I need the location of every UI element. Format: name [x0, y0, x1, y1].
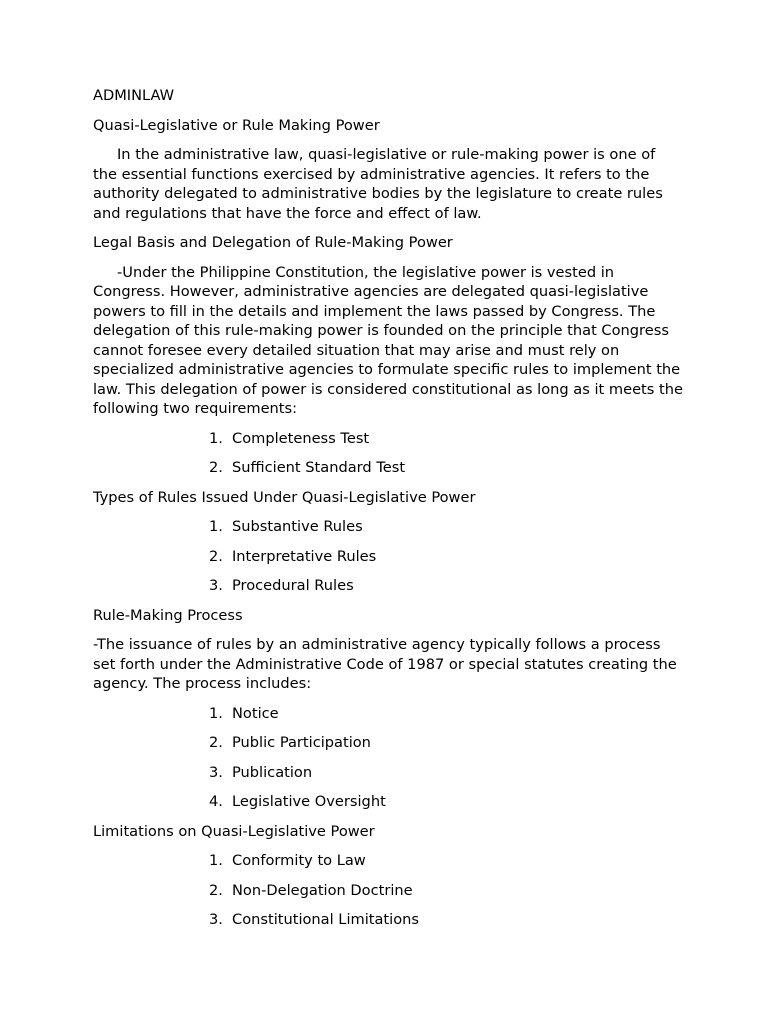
- list-item-text: Procedural Rules: [232, 577, 354, 594]
- section-heading-legal-basis: Legal Basis and Delegation of Rule-Making Power: [93, 234, 453, 251]
- document-page: [93, 86, 683, 940]
- list-item: [93, 733, 683, 753]
- list-rule-types: [93, 517, 683, 596]
- list-item: [93, 458, 683, 478]
- list-process-steps: [93, 704, 683, 812]
- document-title: ADMINLAW: [93, 87, 175, 104]
- list-item: [93, 517, 683, 537]
- list-item-number: 1.: [209, 518, 223, 535]
- list-item-text: Public Participation: [232, 734, 371, 751]
- list-item-text: Interpretative Rules: [232, 547, 377, 565]
- list-item-text: Completeness Test: [232, 429, 370, 447]
- list-item-text: Non-Delegation Doctrine: [232, 881, 413, 899]
- list-item-number: 1.: [209, 429, 223, 447]
- list-item-number: 2.: [209, 547, 223, 565]
- list-limitations: [93, 851, 683, 930]
- list-item: [93, 429, 683, 449]
- paragraph-rule-making-process: -The issuance of rules by an administrative agency typically follows a process set forth under the Administrative Code of 1987 or special statutes creating the agency. The process includes:: [93, 636, 677, 692]
- section-heading-limitations: Limitations on Quasi-Legislative Power: [93, 822, 375, 840]
- section-heading-rule-making-power: Quasi-Legislative or Rule Making Power: [93, 116, 380, 134]
- list-item: [93, 704, 683, 724]
- list-item-text: Sufficient Standard Test: [232, 459, 406, 476]
- list-item-text: Notice: [232, 704, 279, 722]
- list-item: [93, 763, 683, 783]
- paragraph-legal-basis: -Under the Philippine Constitution, the legislative power is vested in Congress. However, administrative agencies are delegated quasi-legislative powers to fill in the details and implement the laws passed by Congress. The delegation of this rule-making power is founded on the principle that Congress cannot foresee every detailed situation that may arise and must rely on specialized administrative agencies to formulate specific rules to implement the law. This delegation of power is considered constitutional as long as it meets the following two requirements:: [93, 263, 683, 417]
- section-heading-rule-making-process: Rule-Making Process: [93, 606, 243, 624]
- list-item-text: Legislative Oversight: [232, 793, 386, 810]
- list-item: [93, 881, 683, 901]
- list-item-number: 3.: [209, 763, 223, 781]
- list-item: [93, 576, 683, 596]
- list-item-text: Substantive Rules: [232, 518, 363, 535]
- list-item-text: Conformity to Law: [232, 852, 366, 869]
- list-item-text: Constitutional Limitations: [232, 911, 419, 928]
- list-item-number: 2.: [209, 734, 223, 751]
- section-heading-types-of-rules: Types of Rules Issued Under Quasi-Legislative Power: [93, 488, 476, 506]
- list-item-number: 1.: [209, 852, 223, 869]
- list-item-number: 1.: [209, 704, 223, 722]
- list-item-number: 3.: [209, 577, 223, 594]
- list-item: [93, 547, 683, 567]
- list-item-number: 2.: [209, 881, 223, 899]
- list-item-number: 2.: [209, 459, 223, 476]
- list-item: [93, 910, 683, 930]
- list-delegation-tests: [93, 429, 683, 478]
- list-item: [93, 792, 683, 812]
- paragraph-rule-making-intro: In the administrative law, quasi-legislative or rule-making power is one of the essential functions exercised by administrative agencies. It refers to the authority delegated to administrative bodies by the legislature to create rules and regulations that have the force and effect of law.: [93, 146, 663, 222]
- list-item: [93, 851, 683, 871]
- list-item-number: 4.: [209, 793, 223, 810]
- list-item-number: 3.: [209, 911, 223, 928]
- list-item-text: Publication: [232, 763, 313, 781]
